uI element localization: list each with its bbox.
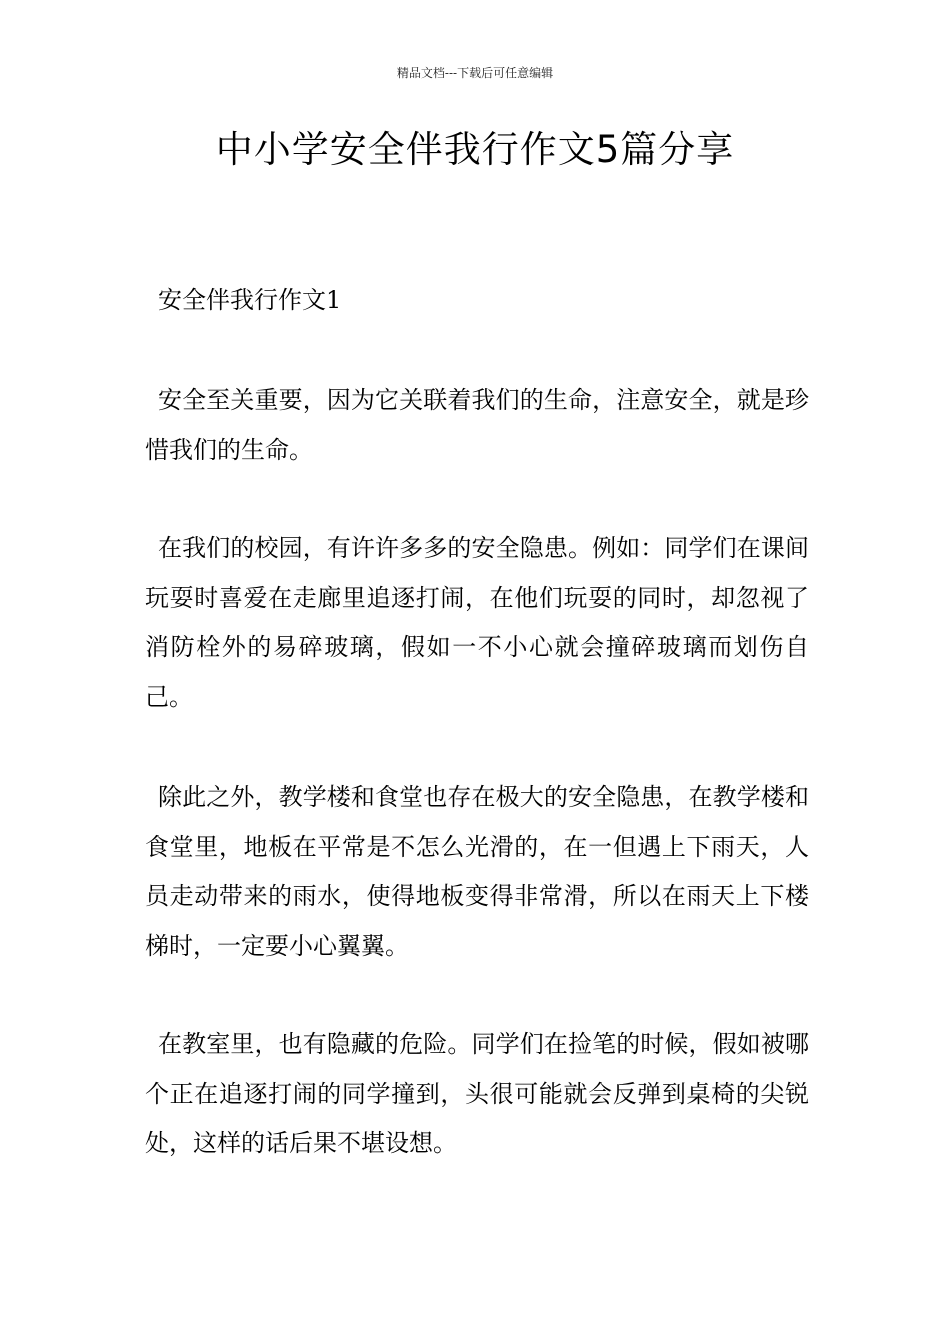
section-heading: 安全伴我行作文1 bbox=[158, 286, 342, 314]
paragraph-1: 安全至关重要，因为它关联着我们的生命，注意安全，就是珍惜我们的生命。 bbox=[145, 386, 809, 464]
paragraph-4: 在教室里，也有隐藏的危险。同学们在捡笔的时候，假如被哪个正在追逐打闹的同学撞到，头很可能就会反弹到桌椅的尖锐处，这样的话后果不堪设想。 bbox=[145, 1030, 809, 1157]
document-title: 中小学安全伴我行作文5篇分享 bbox=[215, 128, 735, 171]
paragraph-3: 除此之外，教学楼和食堂也存在极大的安全隐患，在教学楼和食堂里，地板在平常是不怎么光滑的，在一但遇上下雨天，人员走动带来的雨水，使得地板变得非常滑，所以在雨天上下楼梯时，一定要小心翼翼。 bbox=[145, 783, 809, 960]
header-note: 精品文档---下载后可任意编辑 bbox=[396, 66, 554, 80]
paragraph-2: 在我们的校园，有许许多多的安全隐患。例如：同学们在课间玩耍时喜爱在走廊里追逐打闹，在他们玩耍的同时，却忽视了消防栓外的易碎玻璃，假如一不小心就会撞碎玻璃而划伤自己。 bbox=[145, 534, 809, 711]
